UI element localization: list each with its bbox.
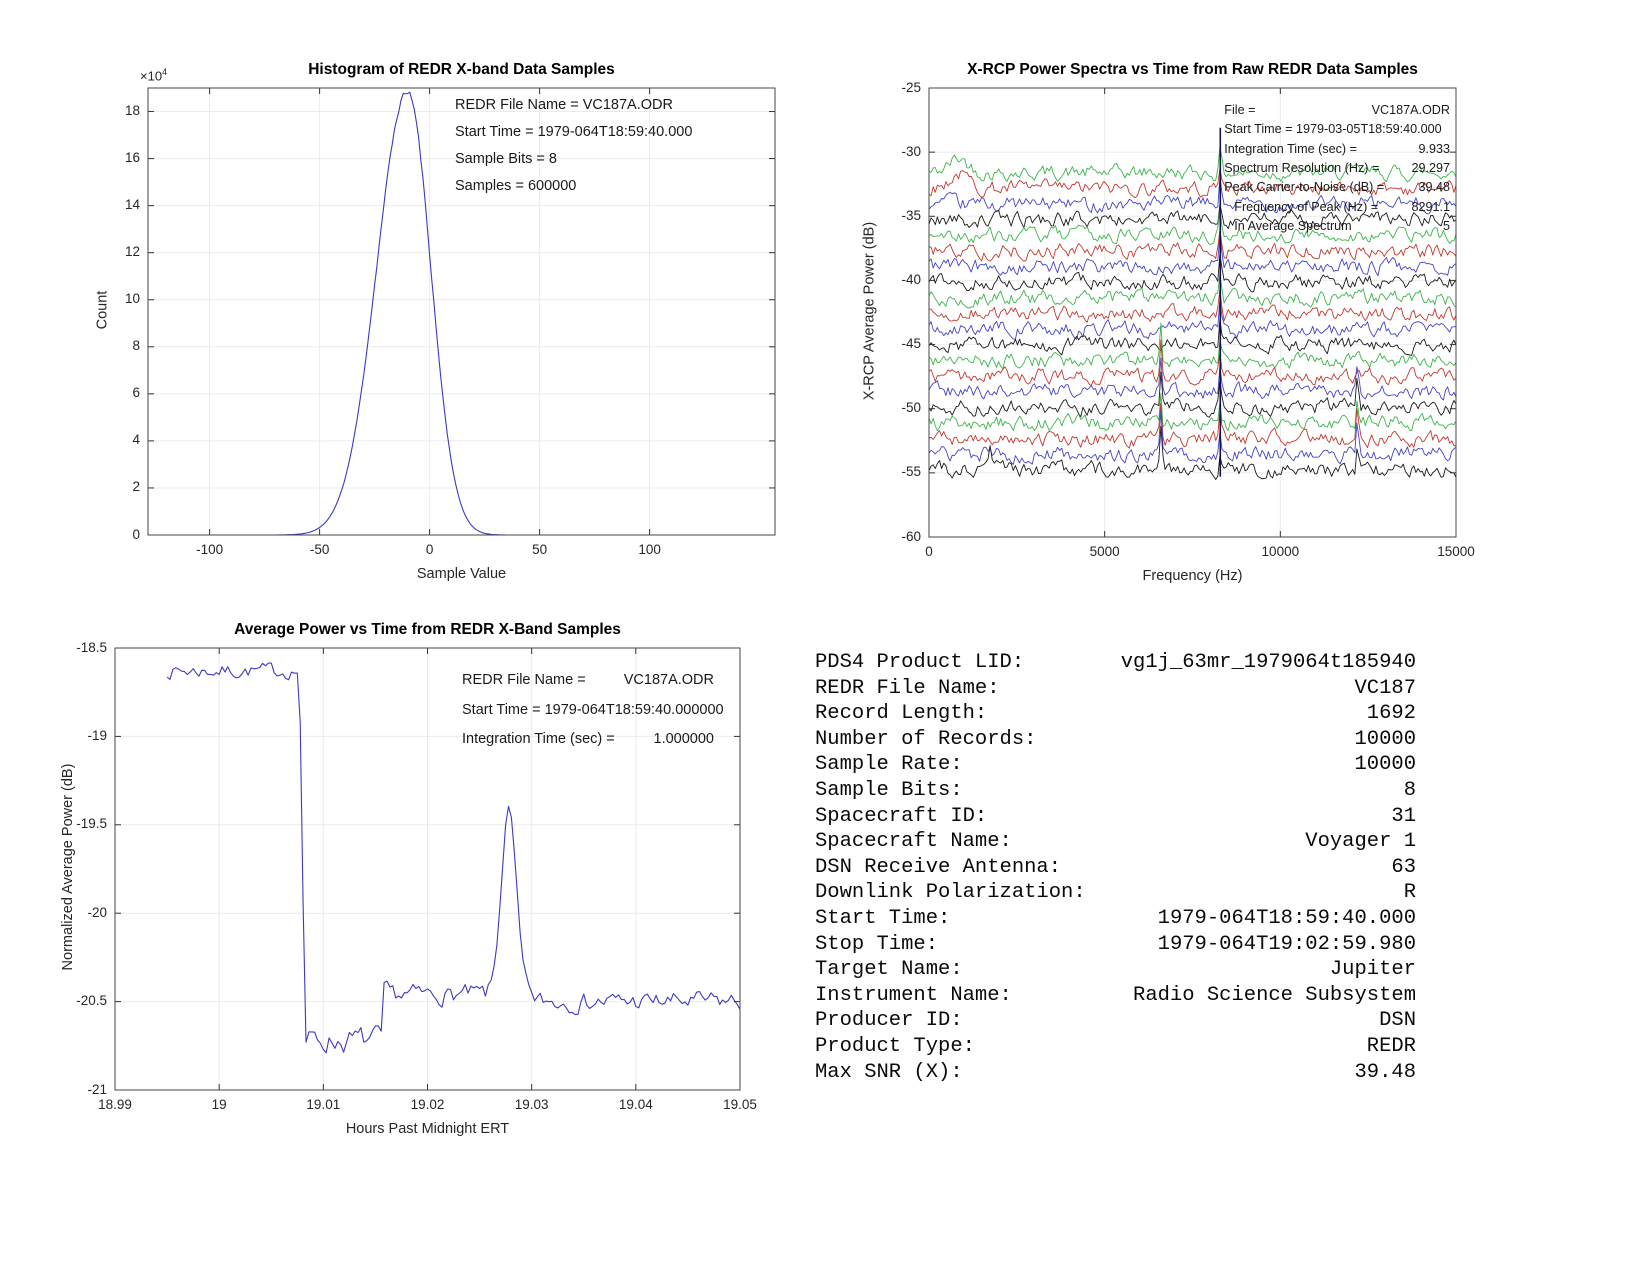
x-tick-label: -100 [196, 542, 224, 557]
y-tick-label: -21 [87, 1081, 107, 1097]
metadata-label: Stop Time: [815, 932, 939, 956]
y-tick-label: -45 [901, 336, 921, 352]
annotation-label: Peak Carrier-to-Noise (dB) = [1224, 180, 1385, 195]
data-trace [929, 427, 1456, 480]
y-tick-label: 8 [132, 338, 140, 354]
data-trace [929, 289, 1456, 322]
x-axis-label: Hours Past Midnight ERT [345, 1121, 510, 1137]
metadata-value: REDR [1366, 1034, 1416, 1058]
annotation-value: VC187A.ODR [1371, 103, 1450, 117]
metadata-value: VC187 [1354, 676, 1416, 700]
x-tick-label: 100 [638, 542, 661, 557]
data-trace [167, 663, 740, 1053]
metadata-label: Start Time: [815, 906, 951, 930]
data-trace [929, 319, 1456, 355]
data-trace [929, 340, 1456, 386]
metadata-row [815, 677, 1416, 703]
y-tick-label: 10 [124, 291, 140, 307]
x-tick-label: 19.03 [514, 1097, 549, 1112]
metadata-row [815, 1061, 1416, 1087]
annotation-label: Spectrum Resolution (Hz) = [1224, 160, 1380, 175]
y-tick-label: 2 [132, 479, 140, 495]
plot-area [147, 87, 776, 536]
annotation-row [1224, 142, 1450, 156]
annotation-row [462, 672, 714, 688]
y-tick-label: 16 [124, 150, 140, 166]
y-axis-exponent: 4 [162, 67, 168, 77]
y-tick-label: 6 [132, 385, 140, 401]
data-trace [929, 372, 1456, 417]
annotation-row [462, 731, 714, 747]
annotation-label: Start Time = 1979-064T18:59:40.000000 [462, 701, 724, 718]
metadata-row [815, 984, 1416, 1010]
data-trace [929, 323, 1456, 369]
metadata-label: Spacecraft Name: [815, 830, 1012, 854]
annotation-label: File = [1224, 103, 1256, 117]
x-tick-label: 50 [532, 542, 548, 557]
annotation-row [1224, 122, 1450, 136]
x-tick-label: 0 [925, 544, 933, 559]
metadata-row [815, 1035, 1416, 1061]
annotation-line: Sample Bits = 8 [455, 151, 557, 167]
metadata-label: DSN Receive Antenna: [815, 855, 1062, 879]
y-tick-label: -60 [901, 528, 921, 544]
metadata-table [815, 651, 1416, 1086]
metadata-value: 1979-064T18:59:40.000 [1157, 906, 1416, 930]
metadata-label: Target Name: [815, 958, 963, 982]
annotation-label: In Average Spectrum [1234, 218, 1352, 233]
y-axis-label: X-RCP Average Power (dB) [861, 221, 877, 400]
metadata-row [815, 958, 1416, 984]
data-trace [221, 92, 588, 535]
metadata-label: Downlink Polarization: [815, 881, 1086, 905]
x-tick-label: 19.05 [723, 1097, 757, 1112]
x-tick-label: 15000 [1437, 544, 1475, 559]
chart-title: Histogram of REDR X-band Data Samples [308, 61, 615, 78]
metadata-row [815, 856, 1416, 882]
annotation-label: REDR File Name = [462, 672, 586, 688]
x-tick-label: 10000 [1261, 544, 1300, 559]
metadata-value: 10000 [1354, 727, 1416, 751]
metadata-value: R [1403, 881, 1416, 905]
annotation-row [1234, 200, 1450, 214]
data-trace [929, 410, 1456, 464]
x-tick-label: 18.99 [98, 1097, 132, 1112]
metadata-row [815, 1009, 1416, 1035]
x-tick-label: -50 [309, 542, 330, 557]
chart-title: Average Power vs Time from REDR X-Band Samples [234, 621, 621, 638]
annotation-line: Samples = 600000 [455, 178, 577, 194]
x-tick-label: 19.04 [618, 1097, 653, 1112]
annotation-label: Start Time = 1979-03-05T18:59:40.000 [1224, 122, 1442, 137]
metadata-row [815, 702, 1416, 728]
y-tick-label: -19.5 [76, 816, 107, 832]
metadata-value: 39.48 [1354, 1060, 1416, 1084]
metadata-value: Jupiter [1329, 958, 1416, 982]
annotation-value: VC187A.ODR [623, 672, 714, 688]
metadata-label: Max SNR (X): [815, 1060, 963, 1084]
metadata-label: Product Type: [815, 1034, 975, 1058]
annotation-line: REDR File Name = VC187A.ODR [455, 97, 673, 113]
annotation-row [1224, 161, 1450, 175]
y-axis-label: Count [94, 290, 110, 329]
chart-title: X-RCP Power Spectra vs Time from Raw REDR Data Samples [967, 61, 1418, 78]
curves-group [929, 128, 1456, 480]
annotation-value: 29.297 [1411, 160, 1450, 175]
data-trace [929, 393, 1456, 431]
metadata-value: Radio Science Subsystem [1133, 983, 1416, 1007]
axes-box [148, 88, 775, 535]
annotation-line: Start Time = 1979-064T18:59:40.000 [455, 124, 693, 140]
data-trace [929, 235, 1456, 276]
metadata-label: Number of Records: [815, 727, 1037, 751]
metadata-row [815, 933, 1416, 959]
x-tick-label: 5000 [1089, 544, 1120, 559]
x-axis-label: Sample Value [416, 566, 507, 582]
annotation-value: 8291.1 [1411, 199, 1450, 214]
data-trace [929, 358, 1456, 400]
metadata-label: Sample Rate: [815, 753, 963, 777]
curves-group [167, 663, 740, 1053]
y-tick-label: -30 [901, 143, 921, 159]
metadata-value: 1979-064T19:02:59.980 [1157, 932, 1416, 956]
metadata-row [815, 753, 1416, 779]
x-tick-label: 19.01 [306, 1097, 341, 1112]
metadata-label: PDS4 Product LID: [815, 651, 1025, 674]
data-trace [929, 230, 1456, 261]
metadata-label: Record Length: [815, 702, 988, 726]
x-tick-label: 19.02 [410, 1097, 445, 1112]
annotation-value: 5 [1442, 218, 1450, 233]
metadata-value: Voyager 1 [1305, 830, 1416, 854]
x-tick-label: 0 [425, 542, 434, 557]
y-tick-label: 14 [124, 197, 140, 213]
metadata-value: vg1j_63mr_1979064t185940 [1120, 651, 1416, 674]
metadata-row [815, 651, 1416, 677]
x-axis-label: Frequency (Hz) [1142, 568, 1243, 584]
metadata-label: Producer ID: [815, 1009, 963, 1033]
metadata-row [815, 830, 1416, 856]
metadata-label: Sample Bits: [815, 778, 963, 802]
metadata-value: 31 [1391, 804, 1416, 828]
annotation-label: Integration Time (sec) = [462, 731, 615, 747]
annotation-row [1224, 180, 1450, 194]
data-trace [929, 209, 1456, 244]
metadata-value: 63 [1391, 855, 1416, 879]
y-tick-label: -35 [901, 207, 921, 223]
metadata-row [815, 805, 1416, 831]
y-tick-label: -19 [87, 727, 107, 743]
metadata-label: Instrument Name: [815, 983, 1012, 1007]
data-trace [929, 205, 1456, 229]
metadata-row [815, 728, 1416, 754]
y-tick-label: -55 [901, 464, 921, 480]
y-tick-label: -50 [901, 400, 921, 416]
y-tick-label: 12 [124, 244, 140, 260]
metadata-value: DSN [1379, 1009, 1416, 1033]
y-tick-label: -25 [901, 79, 921, 95]
axes-box [929, 88, 1456, 537]
metadata-label: REDR File Name: [815, 676, 1000, 700]
plot-area [928, 87, 1457, 538]
y-axis-label: Normalized Average Power (dB) [60, 763, 76, 971]
data-trace [929, 403, 1456, 448]
x-tick-label: 19 [211, 1097, 227, 1112]
metadata-value: 10000 [1354, 753, 1416, 777]
y-tick-label: 18 [124, 103, 140, 119]
data-trace [929, 300, 1456, 340]
plot-area [114, 647, 741, 1091]
annotation-value: 1.000000 [653, 731, 714, 747]
data-trace [929, 177, 1456, 214]
y-tick-label: 4 [132, 432, 140, 448]
annotation-row [1224, 103, 1450, 117]
data-trace [929, 274, 1456, 308]
data-trace [929, 254, 1456, 292]
metadata-row [815, 881, 1416, 907]
annotation-label: Frequency of Peak (Hz) = [1234, 199, 1379, 214]
y-tick-label: 0 [132, 526, 140, 542]
curves-group [221, 92, 588, 535]
metadata-value: 8 [1403, 778, 1416, 802]
metadata-row [815, 907, 1416, 933]
y-tick-label: -20.5 [76, 993, 107, 1009]
y-tick-label: -18.5 [76, 639, 107, 655]
annotation-value: 9.933 [1418, 141, 1450, 156]
metadata-label: Spacecraft ID: [815, 804, 988, 828]
y-tick-label: -20 [87, 904, 107, 920]
data-trace [929, 169, 1456, 198]
metadata-value: 1692 [1366, 702, 1416, 726]
metadata-row [815, 779, 1416, 805]
annotation-value: 39.48 [1418, 180, 1450, 195]
annotation-row [1234, 219, 1450, 233]
data-trace [929, 147, 1456, 182]
axes-box [115, 648, 740, 1090]
y-tick-label: -40 [901, 271, 921, 287]
y-axis-multiplier: $\times 10^4$ [140, 67, 168, 84]
annotation-row [462, 701, 724, 718]
annotation-label: Integration Time (sec) = [1224, 141, 1357, 156]
